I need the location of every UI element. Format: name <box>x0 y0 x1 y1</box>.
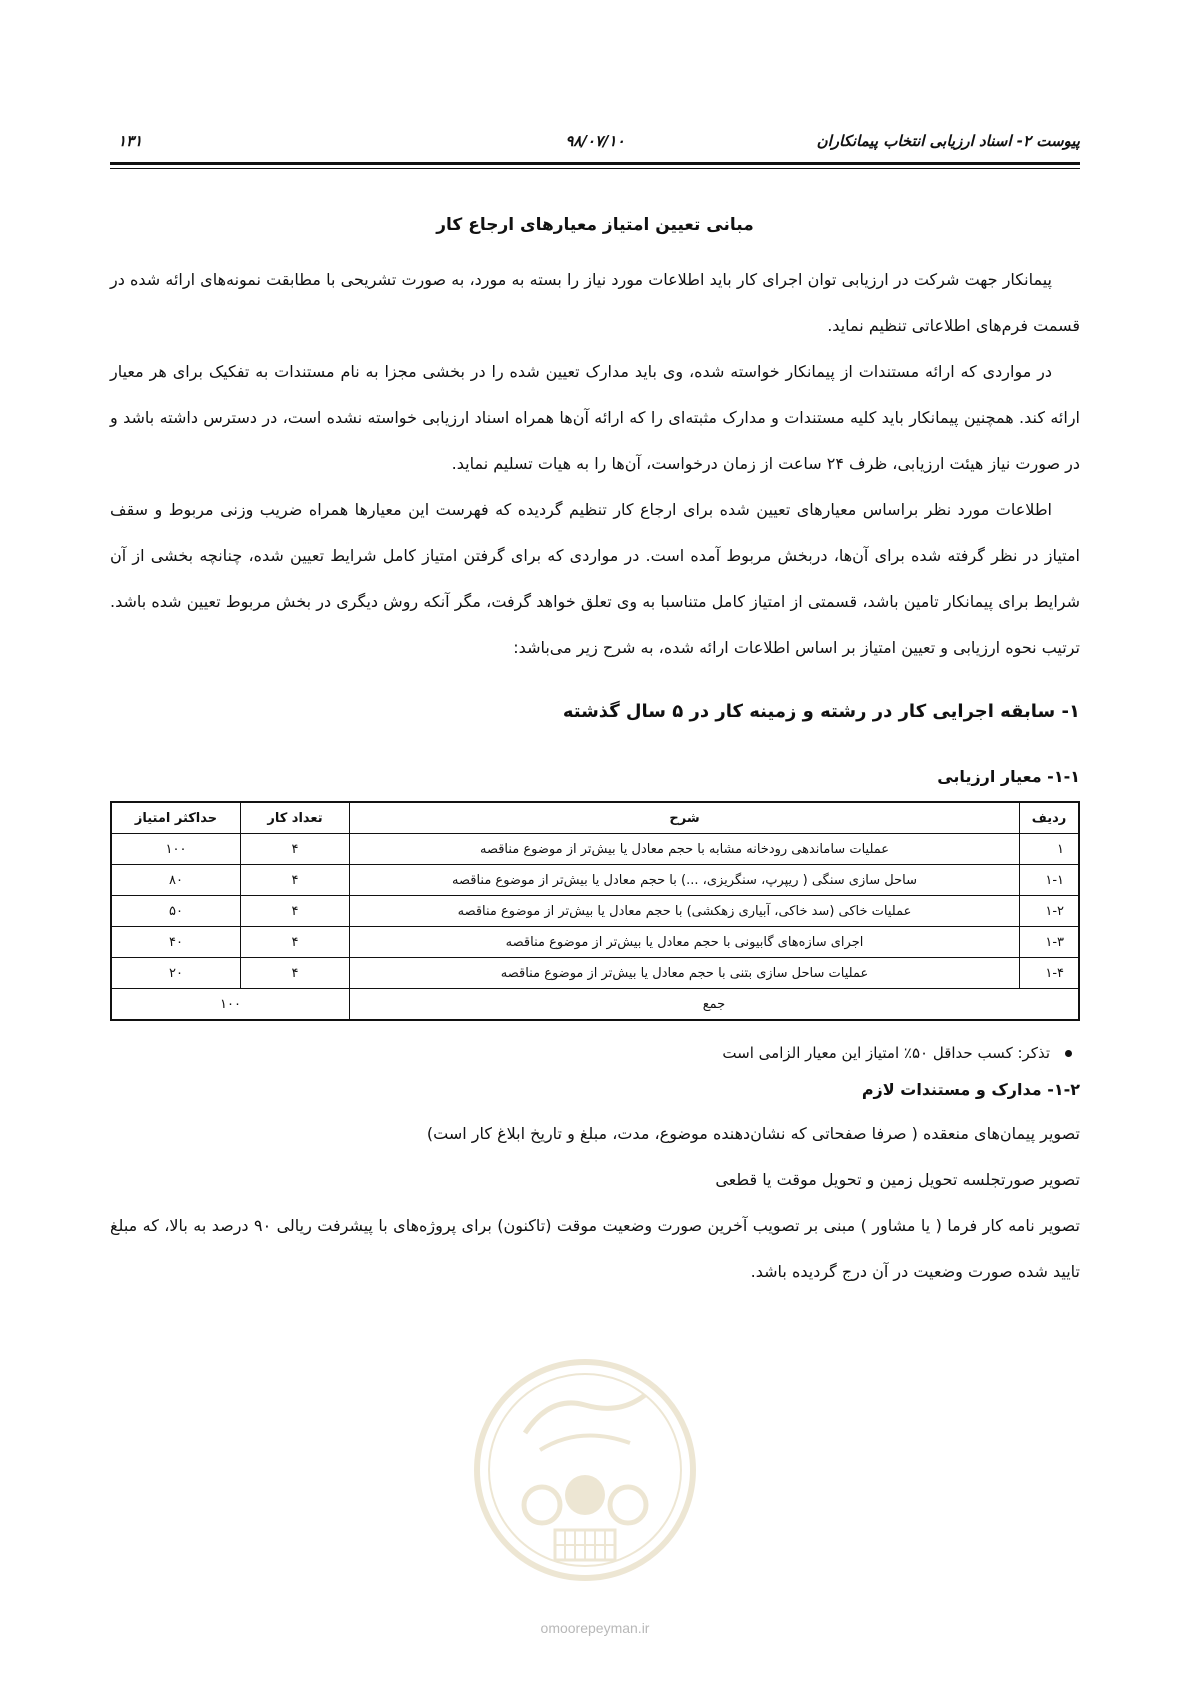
row-max-score: ۲۰ <box>111 958 241 989</box>
row-number: ۱-۴ <box>1020 958 1080 989</box>
column-header-max-score: حداکثر امتیاز <box>111 802 241 834</box>
table-total-row <box>111 989 1079 1021</box>
required-document-item: تصویر نامه کار فرما ( یا مشاور ) مبنی بر تصویب آخرین صورت وضعیت موقت (تاکنون) برای پروژه‌های با پیشرفت ریالی ۹۰ درصد به بالا، که مبلغ تایید شده صورت وضعیت در آن درج گردیده باشد. <box>110 1216 1080 1281</box>
row-max-score: ۵۰ <box>111 896 241 927</box>
watermark-seal-icon <box>470 1355 700 1585</box>
header-rule <box>110 162 1080 165</box>
required-document-item: تصویر پیمان‌های منعقده ( صرفا صفحاتی که نشان‌دهنده موضوع، مدت، مبلغ و تاریخ ابلاغ کار است) <box>426 1124 1080 1143</box>
section-heading: ۱- سابقه اجرایی کار در رشته و زمینه کار در ۵ سال گذشته <box>562 701 1080 722</box>
paragraph: در مواردی که ارائه مستندات از پیمانکار خواسته شده، وی باید مدارک تعیین شده را در بخشی مجزا به نام مستندات به تفکیک برای هر معیار ارائه کند. همچنین پیمانکار باید کلیه مستندات و مدارک مثبته‌ای را که ارائه آن‌ها همراه اسناد ارزیابی خواسته نشده است، در دسترس داشته باشد و در صورت نیاز هیئت ارزیابی، ظرف ۲۴ ساعت از زمان درخواست، آن‌ها را به هیات تسلیم نماید. <box>110 362 1080 473</box>
total-label: جمع <box>350 989 1080 1021</box>
row-count: ۴ <box>241 958 350 989</box>
paragraph: اطلاعات مورد نظر براساس معیارهای تعیین شده برای ارجاع کار تنظیم گردیده که فهرست این معیارها همراه ضریب وزنی مربوط و سقف امتیاز در نظر گرفته شده برای آن‌ها، دربخش مربوط آمده است. در مواردی که برای گرفتن امتیاز کامل شرایط تعیین شده، چنانچه بخشی از آن شرایط برای پیمانکار تامین باشد، قسمتی از امتیاز کامل متناسبا به وی تعلق خواهد گرفت، مگر آنکه روش دیگری در بخش مربوط تعیین شده باشد. ترتیب نحوه ارزیابی و تعیین امتیاز بر اساس اطلاعات ارائه شده، به شرح زیر می‌باشد: <box>110 500 1080 657</box>
header-section-title: پیوست ۲- اسناد ارزیابی انتخاب پیمانکاران <box>816 132 1080 150</box>
column-header-description: شرح <box>350 802 1020 834</box>
watermark-url: omoorepeyman.ir <box>540 1620 650 1636</box>
row-count: ۴ <box>241 927 350 958</box>
bullet-note <box>110 1041 1080 1065</box>
bullet-icon <box>1065 1050 1072 1057</box>
page-number: ۱۳۱ <box>118 132 143 150</box>
table-row <box>111 927 1079 958</box>
total-value: ۱۰۰ <box>111 989 350 1021</box>
required-document-item: تصویر صورتجلسه تحویل زمین و تحویل موقت یا قطعی <box>715 1170 1080 1189</box>
header-date: ۹۸/۰۷/۱۰ <box>565 132 625 150</box>
row-description: عملیات ساماندهی رودخانه مشابه با حجم معادل یا بیش‌تر از موضوع مناقصه <box>350 834 1020 865</box>
row-count: ۴ <box>241 865 350 896</box>
table-row <box>111 958 1079 989</box>
row-number: ۱-۳ <box>1020 927 1080 958</box>
header-rule-thin <box>110 168 1080 169</box>
row-number: ۱ <box>1020 834 1080 865</box>
row-number: ۱-۲ <box>1020 896 1080 927</box>
row-description: ساحل سازی سنگی ( ریپرپ، سنگریزی، ...) با حجم معادل یا بیش‌تر از موضوع مناقصه <box>350 865 1020 896</box>
row-description: عملیات خاکی (سد خاکی، آبیاری زهکشی) با حجم معادل یا بیش‌تر از موضوع مناقصه <box>350 896 1020 927</box>
running-header <box>110 132 1080 156</box>
column-header-row-number: ردیف <box>1020 802 1080 834</box>
row-max-score: ۸۰ <box>111 865 241 896</box>
row-count: ۴ <box>241 834 350 865</box>
subsection-heading-criteria: ۱-۱- معیار ارزیابی <box>937 767 1080 786</box>
column-header-count: تعداد کار <box>241 802 350 834</box>
table-row <box>111 834 1079 865</box>
paragraph: پیمانکار جهت شرکت در ارزیابی توان اجرای کار باید اطلاعات مورد نیاز را بسته به مورد، به صورت تشریحی با مطابقت نمونه‌های ارائه شده در قسمت فرم‌های اطلاعاتی تنظیم نماید. <box>110 270 1080 335</box>
document-title: مبانی تعیین امتیاز معیارهای ارجاع کار <box>436 215 754 235</box>
row-description: اجرای سازه‌های گابیونی با حجم معادل یا بیش‌تر از موضوع مناقصه <box>350 927 1020 958</box>
row-description: عملیات ساحل سازی بتنی با حجم معادل یا بیش‌تر از موضوع مناقصه <box>350 958 1020 989</box>
page-content <box>110 215 1080 1295</box>
subsection-heading-documents: ۱-۲- مدارک و مستندات لازم <box>861 1080 1080 1099</box>
note-text: تذکر: کسب حداقل ۵۰٪ امتیاز این معیار الزامی است <box>722 1044 1050 1062</box>
table-row <box>111 865 1079 896</box>
row-max-score: ۱۰۰ <box>111 834 241 865</box>
criteria-table <box>110 801 1080 1021</box>
row-number: ۱-۱ <box>1020 865 1080 896</box>
table-row <box>111 896 1079 927</box>
row-max-score: ۴۰ <box>111 927 241 958</box>
table-header-row <box>111 802 1079 834</box>
row-count: ۴ <box>241 896 350 927</box>
